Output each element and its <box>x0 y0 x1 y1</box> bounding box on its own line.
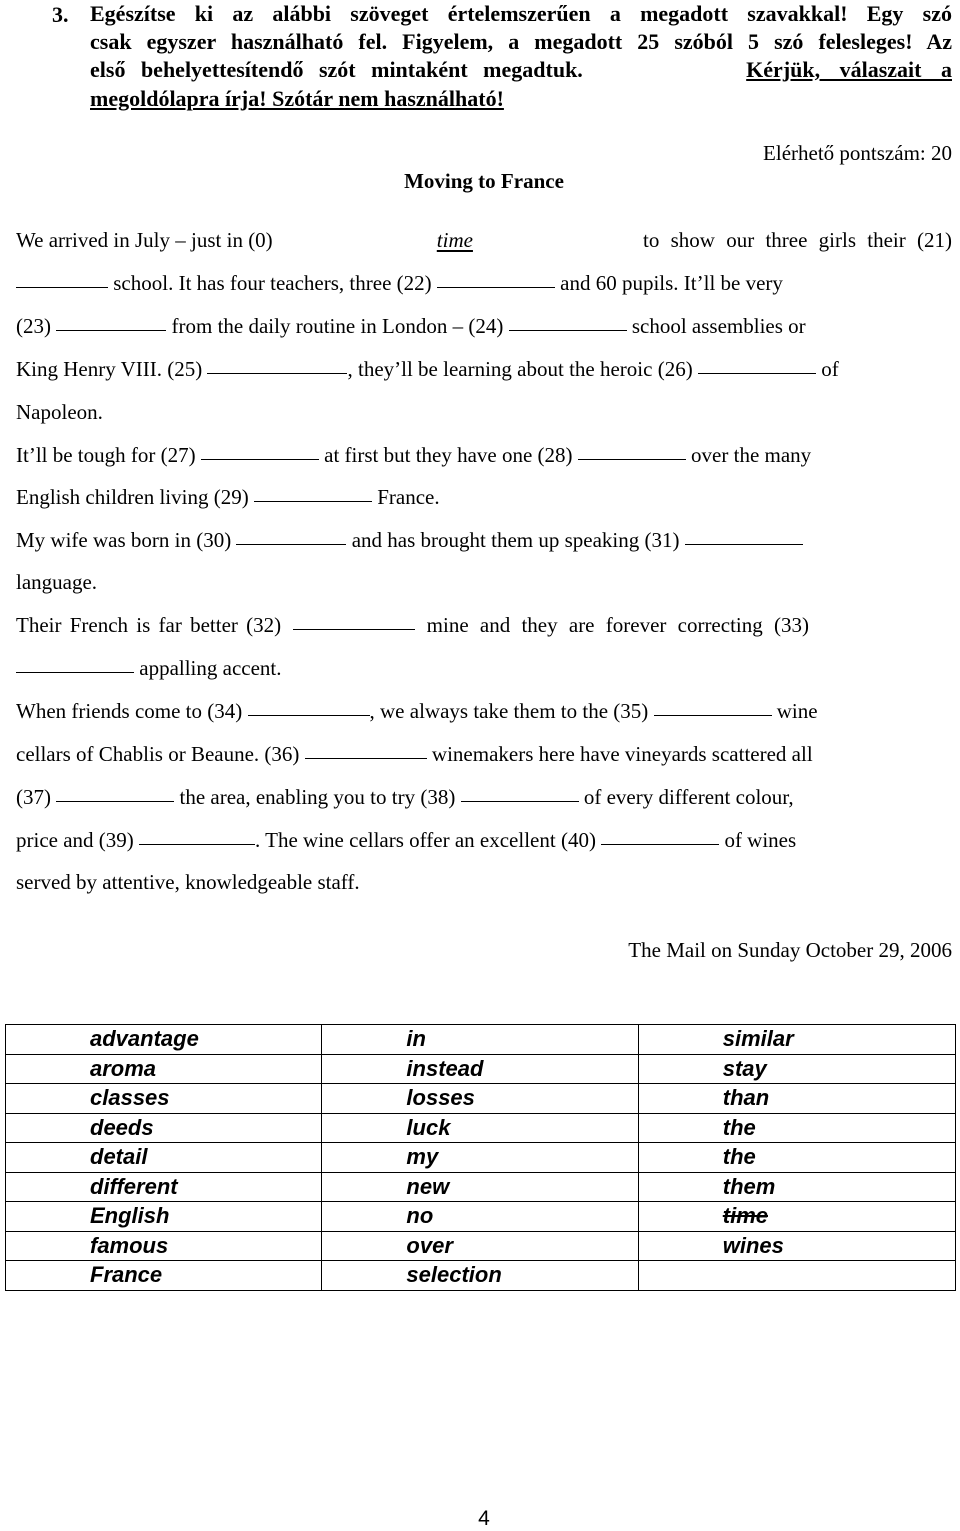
word-bank-cell: deeds <box>6 1113 322 1143</box>
word-bank-cell: detail <box>6 1143 322 1173</box>
text: the area, enabling you to try (38) <box>174 785 461 809</box>
text: language. <box>16 570 98 594</box>
blank-21[interactable] <box>16 286 108 288</box>
text: (23) <box>16 314 57 338</box>
text: school. It has four teachers, three (22) <box>108 271 437 295</box>
text: of every different colour, <box>578 785 794 809</box>
blank-22[interactable] <box>437 286 555 288</box>
text: (37) <box>16 785 57 809</box>
blank-26[interactable] <box>698 372 816 374</box>
instruction-line-2: csak egyszer használható fel. Figyelem, a megadott 25 szóból 5 szó felesleges! Az <box>90 29 952 54</box>
word-bank-cell: English <box>6 1202 322 1232</box>
word-bank-cell <box>638 1261 955 1291</box>
text: and 60 pupils. It’ll be very <box>554 271 783 295</box>
word-bank-cell: different <box>6 1172 322 1202</box>
table-row <box>6 1025 956 1055</box>
table-row <box>6 1143 956 1173</box>
word-bank-cell: no <box>322 1202 638 1232</box>
instruction-line-3-underlined: Kérjük, válaszait a <box>746 57 952 82</box>
source-citation: The Mail on Sunday October 29, 2006 <box>628 938 952 962</box>
word-bank-cell-used-example: time <box>638 1202 955 1232</box>
table-row <box>6 1172 956 1202</box>
word-bank-cell: than <box>638 1084 955 1114</box>
text: France. <box>371 485 440 509</box>
text: cellars of Chablis or Beaune. (36) <box>16 742 305 766</box>
word-bank-cell: selection <box>322 1261 638 1291</box>
word-bank-cell: losses <box>322 1084 638 1114</box>
blank-27[interactable] <box>201 458 319 460</box>
word-bank-cell: the <box>638 1113 955 1143</box>
blank-23[interactable] <box>56 329 166 331</box>
word-bank-cell: new <box>322 1172 638 1202</box>
word-bank-cell: luck <box>322 1113 638 1143</box>
blank-25[interactable] <box>207 372 347 374</box>
passage-line-15 <box>16 825 952 855</box>
word-bank-cell: advantage <box>6 1025 322 1055</box>
blank-40[interactable] <box>601 843 719 845</box>
blank-30[interactable] <box>236 543 346 545</box>
word-bank-cell: aroma <box>6 1054 322 1084</box>
blank-28[interactable] <box>578 458 686 460</box>
blank-38[interactable] <box>461 800 579 802</box>
instruction-line-3 <box>90 56 952 85</box>
text: school assemblies or <box>626 314 806 338</box>
table-row <box>6 1054 956 1084</box>
passage-line-5 <box>16 397 952 427</box>
text: mine and they are forever correcting (33) <box>415 613 809 637</box>
instruction-line-3-text: első behelyettesítendő szót mintaként megadtuk. <box>90 57 583 82</box>
text: Napoleon. <box>16 400 103 424</box>
word-bank-cell: in <box>322 1025 638 1055</box>
passage-line-8 <box>16 525 952 555</box>
instruction-line-4: megoldólapra írja! Szótár nem használható! <box>90 86 504 111</box>
passage-line-14 <box>16 782 952 812</box>
text: of wines <box>719 828 797 852</box>
example-answer: time <box>436 228 473 252</box>
blank-31[interactable] <box>685 543 803 545</box>
text: We arrived in July – just in (0) <box>16 228 278 252</box>
text: and has brought them up speaking (31) <box>346 528 685 552</box>
table-row <box>6 1084 956 1114</box>
word-bank-cell: stay <box>638 1054 955 1084</box>
blank-34[interactable] <box>248 714 370 716</box>
word-bank-cell: famous <box>6 1231 322 1261</box>
blank-24[interactable] <box>509 329 627 331</box>
table-row <box>6 1231 956 1261</box>
text: My wife was born in (30) <box>16 528 237 552</box>
word-bank-cell: France <box>6 1261 322 1291</box>
blank-35[interactable] <box>654 714 772 716</box>
blank-33[interactable] <box>16 671 134 673</box>
table-row <box>6 1113 956 1143</box>
passage-line-13 <box>16 739 952 769</box>
passage-line-3 <box>16 311 952 341</box>
blank-36[interactable] <box>305 757 427 759</box>
text: Their French is far better (32) <box>16 613 290 637</box>
table-row <box>6 1261 956 1291</box>
text: of <box>815 357 839 381</box>
text: to show our three girls their (21) <box>631 228 952 252</box>
passage-line-4 <box>16 354 952 384</box>
table-row <box>6 1202 956 1232</box>
text: appalling accent. <box>134 656 282 680</box>
word-bank-cell: over <box>322 1231 638 1261</box>
word-bank-cell: my <box>322 1143 638 1173</box>
text: wine <box>771 699 818 723</box>
passage-title: Moving to France <box>404 169 564 193</box>
blank-29[interactable] <box>254 500 372 502</box>
passage-line-2 <box>16 268 952 298</box>
text: English children living (29) <box>16 485 254 509</box>
text: . The wine cellars offer an excellent (40) <box>255 828 602 852</box>
word-bank-cell: classes <box>6 1084 322 1114</box>
instruction-line-1: Egészítse ki az alábbi szöveget értelemszerűen a megadott szavakkal! Egy szó <box>90 1 952 26</box>
word-bank-table <box>5 1024 956 1291</box>
word-bank-cell: similar <box>638 1025 955 1055</box>
passage-line-16 <box>16 867 952 897</box>
text: served by attentive, knowledgeable staff. <box>16 870 360 894</box>
blank-32[interactable] <box>293 628 415 630</box>
text: , they’ll be learning about the heroic (26) <box>347 357 698 381</box>
passage-line-9 <box>16 567 952 597</box>
word-bank-cell: instead <box>322 1054 638 1084</box>
passage-line-11 <box>16 653 952 683</box>
text: King Henry VIII. (25) <box>16 357 208 381</box>
text: When friends come to (34) <box>16 699 248 723</box>
word-bank-cell: them <box>638 1172 955 1202</box>
passage-line-6 <box>16 440 952 470</box>
blank-39[interactable] <box>139 843 255 845</box>
passage-line-12 <box>16 696 952 726</box>
blank-37[interactable] <box>56 800 174 802</box>
passage-line-7 <box>16 482 952 512</box>
text: winemakers here have vineyards scattered all <box>426 742 813 766</box>
text: , we always take them to the (35) <box>369 699 654 723</box>
page-number: 4 <box>478 1507 490 1530</box>
word-bank-cell: wines <box>638 1231 955 1261</box>
text: price and (39) <box>16 828 140 852</box>
passage-line-10 <box>16 610 952 640</box>
passage-line-1 <box>16 225 952 255</box>
points-available: Elérhető pontszám: 20 <box>763 141 952 165</box>
text: It’ll be tough for (27) <box>16 443 201 467</box>
text: over the many <box>685 443 812 467</box>
task-number: 3. <box>52 2 69 27</box>
text: at first but they have one (28) <box>318 443 578 467</box>
text: from the daily routine in London – (24) <box>166 314 509 338</box>
word-bank-cell: the <box>638 1143 955 1173</box>
